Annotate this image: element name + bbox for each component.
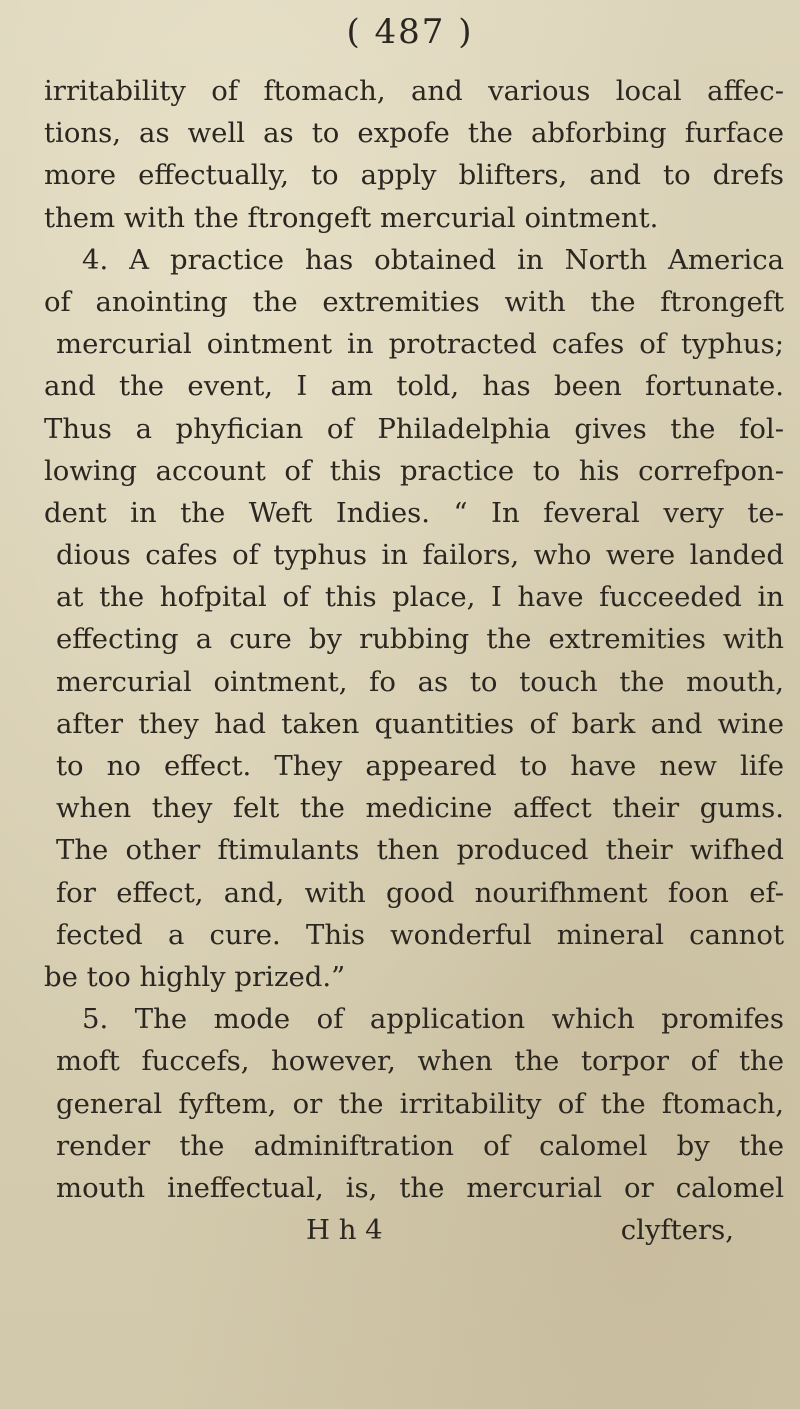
text-line: more effectually, to apply blifters, and to drefs [44,159,784,192]
text-line: them with the ftrongeft mercurial ointment. [44,201,659,234]
text-line: Thus a phyfician of Philadelphia gives the fol- [44,412,784,445]
text-line: when they felt the medicine affect their gums. [56,792,784,825]
text-line: tions, as well as to expofe the abforbing furface [44,117,784,150]
text-line: dious cafes of typhus in failors, who were landed [56,539,784,572]
text-line: general fyftem, or the irritability of the ftomach, [56,1087,784,1120]
text-line: after they had taken quantities of bark and wine [56,707,784,740]
text-line: for effect, and, with good nourifhment foon ef- [56,876,784,909]
catchword: clyfters, [620,1214,734,1247]
text-line: mercurial ointment in protracted cafes of typhus; [56,328,784,361]
text-line: irritability of ftomach, and various local affec- [44,75,784,107]
text-line: The other ftimulants then produced their wifhed [56,834,784,867]
text-line: moft fuccefs, however, when the torpor of the [56,1045,784,1078]
page-number: ( 487 ) [346,12,474,52]
text-line: dent in the Weft Indies. “ In feveral very te- [44,496,784,529]
body-text [44,70,784,1251]
footer-line [44,1209,784,1251]
text-line: effecting a cure by rubbing the extremities with [56,623,784,656]
text-line: mouth ineffectual, is, the mercurial or calomel [56,1171,784,1204]
text-line: lowing account of this practice to his correfpon- [44,454,784,487]
text-line: be too highly prized.” [44,960,346,993]
text-line: and the event, I am told, has been fortunate. [44,370,784,403]
signature-mark: H h 4 [306,1214,383,1247]
text-line: 4. A practice has obtained in North America [82,243,784,276]
text-line: mercurial ointment, fo as to touch the mouth, [56,665,784,698]
text-line: fected a cure. This wonderful mineral cannot [56,918,784,951]
text-line: 5. The mode of application which promifes [82,1003,784,1036]
text-line: of anointing the extremities with the ftrongeft [44,285,784,318]
text-line: render the adminiftration of calomel by the [56,1129,784,1162]
text-line: at the hofpital of this place, I have fucceeded in [56,581,784,614]
text-line: to no effect. They appeared to have new life [56,750,784,782]
